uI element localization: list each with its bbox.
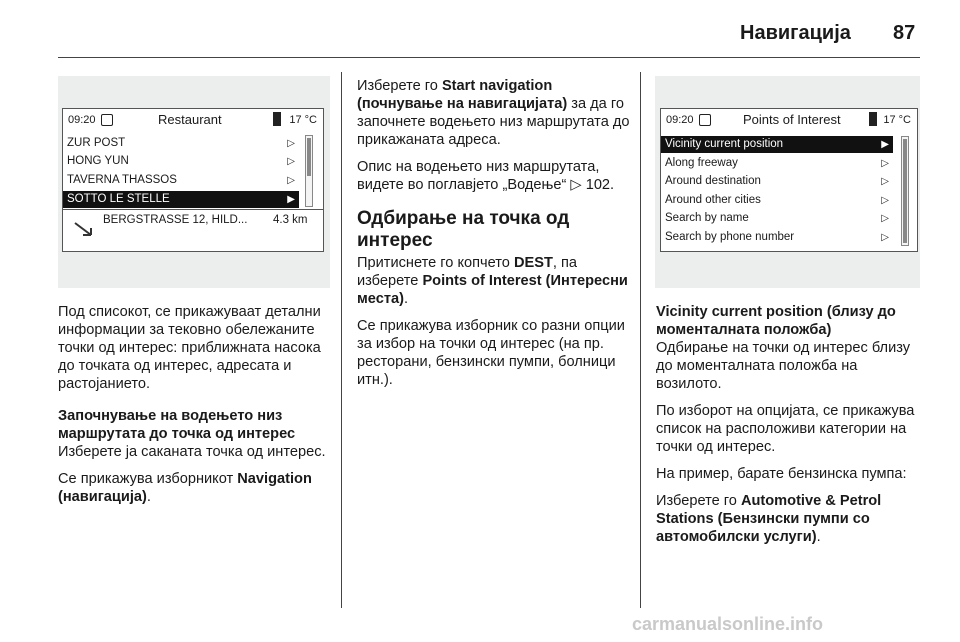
- arrow-right-icon: ▷: [881, 158, 889, 169]
- section-heading: Започнување на водењето низ маршрутата до точка од интерес: [58, 408, 296, 442]
- list-item-label: HONG YUN: [67, 155, 129, 167]
- section-heading: Vicinity current position (близу до моменталната положба): [656, 304, 896, 338]
- list-item-label: TAVERNA THASSOS: [67, 174, 177, 186]
- page-number: 87: [893, 22, 916, 44]
- paragraph: [357, 77, 632, 149]
- list-item[interactable]: [63, 153, 299, 170]
- poi-address: BERGSTRASSE 12, HILD...: [103, 214, 248, 226]
- list-item-selected[interactable]: [63, 191, 299, 208]
- list-item-selected[interactable]: [661, 136, 893, 153]
- text: .: [816, 529, 821, 545]
- watermark: carmanualsonline.info: [632, 614, 824, 634]
- display-title: Points of Interest: [743, 112, 841, 127]
- list-item-label: ZUR POST: [67, 137, 126, 149]
- list-item-label: SOTTO LE STELLE: [67, 193, 170, 205]
- arrow-right-icon: ▷: [881, 213, 889, 224]
- list-item[interactable]: [63, 135, 299, 152]
- paragraph: [656, 492, 920, 546]
- paragraph: На пример, барате бензинска пумпа:: [656, 466, 907, 482]
- list-item-label: Around other cities: [665, 194, 761, 206]
- clock-icon: [101, 114, 113, 126]
- temperature: 17 °C: [883, 114, 911, 126]
- scrollbar-thumb[interactable]: [903, 139, 907, 243]
- scrollbar-thumb[interactable]: [307, 138, 311, 176]
- direction-arrow-icon: [73, 219, 99, 241]
- list-item[interactable]: [63, 172, 299, 189]
- list-item[interactable]: [661, 210, 893, 227]
- paragraph: [357, 254, 632, 308]
- list-item[interactable]: [661, 173, 893, 190]
- header-title: Навигација: [740, 22, 851, 44]
- list-item[interactable]: [661, 229, 893, 246]
- scrollbar[interactable]: [901, 136, 909, 246]
- text: , па изберете: [357, 255, 578, 289]
- text: Се прикажува изборникот: [58, 471, 234, 487]
- text: Изберете го: [656, 493, 737, 509]
- text: за да го започнете водењето низ маршрутата до прикажаната адреса.: [357, 96, 630, 148]
- menu-name: Navigation (навигација): [58, 471, 312, 505]
- clock-icon: [699, 114, 711, 126]
- poi-display: [660, 108, 918, 252]
- display-title: Restaurant: [158, 112, 222, 127]
- arrow-right-icon: ▷: [287, 175, 295, 186]
- arrow-right-icon: ▶: [881, 139, 889, 150]
- temperature: 17 °C: [289, 114, 317, 126]
- restaurant-screen-figure: [58, 76, 330, 288]
- thermometer-icon: [273, 112, 281, 126]
- poi-screen-figure: [655, 76, 920, 288]
- menu-name: Automotive & Petrol Stations (Бензински пумпи со автомобилски услуги): [656, 493, 882, 545]
- paragraph: Одбирање на точки од интерес близу до моменталната положба на возилото.: [656, 340, 911, 392]
- paragraph: [58, 470, 333, 506]
- scrollbar[interactable]: [305, 135, 313, 207]
- list-item[interactable]: [661, 192, 893, 209]
- button-name: DEST: [513, 255, 553, 271]
- arrow-right-icon: ▶: [287, 194, 295, 205]
- list-item-label: Search by phone number: [665, 231, 795, 243]
- poi-distance: 4.3 km: [273, 214, 308, 226]
- header-rule: [58, 57, 920, 58]
- arrow-right-icon: ▷: [287, 156, 295, 167]
- paragraph: По изборот на опцијата, се прикажува список на расположиви категории на точки од интерес.: [656, 403, 915, 455]
- page-reference: 102.: [585, 177, 615, 193]
- arrow-right-icon: ▷: [881, 176, 889, 187]
- clock-time: 09:20: [666, 114, 694, 126]
- paragraph: Изберете ја саканата точка од интерес.: [58, 444, 326, 460]
- arrow-right-icon: ▷: [881, 195, 889, 206]
- menu-name: Points of Interest (Интересни места): [357, 273, 628, 307]
- list-item-label: Around destination: [665, 175, 761, 187]
- column-1: [58, 303, 333, 515]
- text: Притиснете го копчето: [357, 255, 510, 271]
- clock-time: 09:20: [68, 114, 96, 126]
- column-divider-2: [640, 72, 641, 608]
- paragraph: [357, 158, 632, 194]
- divider: [63, 209, 323, 210]
- text: .: [146, 489, 151, 505]
- column-3: [656, 303, 920, 555]
- column-divider-1: [341, 72, 342, 608]
- arrow-right-icon: ▷: [287, 138, 295, 149]
- list-item-label: Search by name: [665, 212, 749, 224]
- display-status-bar: [661, 109, 917, 131]
- list-item-label: Along freeway: [665, 157, 738, 169]
- text: .: [403, 291, 409, 307]
- arrow-right-icon: ▷: [881, 232, 889, 243]
- list-item-label: Vicinity current position: [665, 138, 784, 150]
- list-item[interactable]: [661, 155, 893, 172]
- restaurant-display: [62, 108, 324, 252]
- page-ref-icon: ▷: [570, 177, 582, 193]
- text: Изберете го: [357, 78, 438, 94]
- display-status-bar: [63, 109, 323, 131]
- section-heading: Одбирање на точка од интерес: [357, 208, 570, 251]
- menu-name: Start navigation (почнување на навигацијата): [357, 78, 568, 112]
- thermometer-icon: [869, 112, 877, 126]
- text: Опис на водењето низ маршрутата, видете во поглавјето „Водење“: [357, 159, 600, 193]
- paragraph: Се прикажува изборник со разни опции за избор на точки од интерес (на пр. ресторани, бензински пумпи, болници итн.).: [357, 318, 625, 388]
- column-2: [357, 77, 632, 398]
- paragraph: Под списокот, се прикажуваат детални информации за тековно обележаните точки од интерес: приближната насока до точката од интерес, адресата и растојанието.: [58, 304, 321, 392]
